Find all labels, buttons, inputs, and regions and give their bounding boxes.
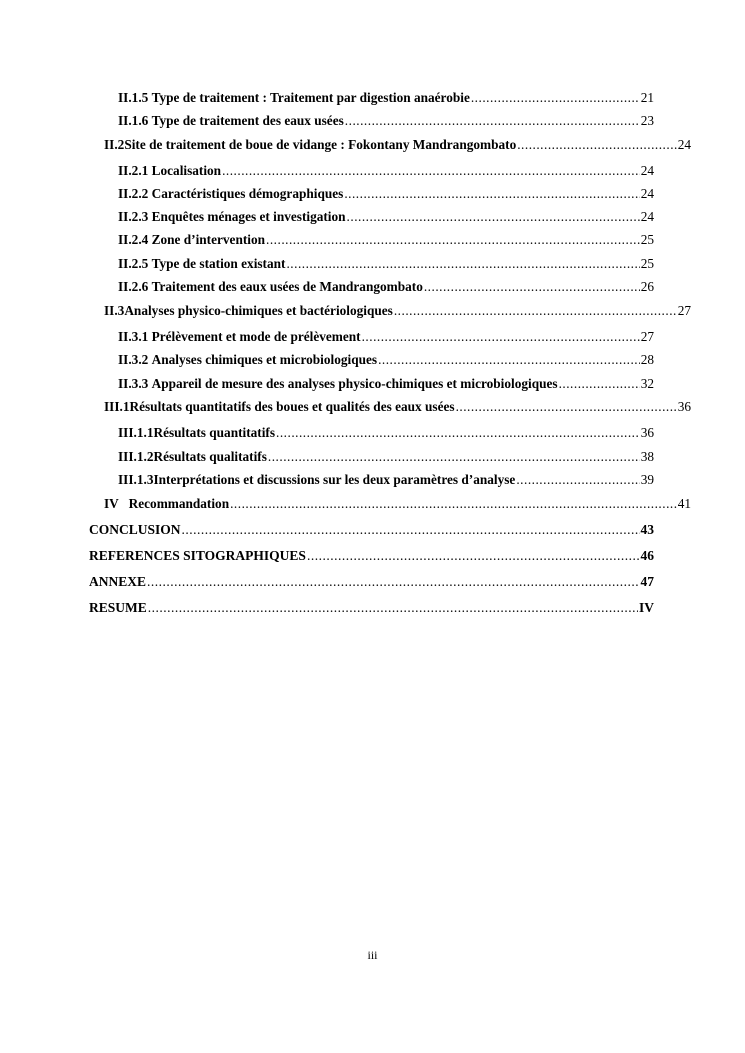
toc-entry-page: 24 [640, 209, 654, 224]
dot-leader [276, 425, 640, 441]
toc-entry[interactable] [118, 329, 654, 345]
dot-leader [344, 186, 639, 202]
dot-leader [266, 232, 640, 248]
toc-entry-title: Site de traitement de boue de vidange : Fokontany Mandrangombato [124, 137, 517, 152]
toc-entry-page: 36 [677, 399, 691, 414]
toc-entry-title: Type de traitement : Traitement par digestion anaérobie [151, 90, 470, 105]
dot-leader [147, 574, 639, 590]
toc-entry[interactable] [118, 352, 654, 368]
toc-entry[interactable] [89, 548, 654, 564]
toc-entry-number: II.2.4 [118, 232, 149, 247]
dot-leader [362, 329, 640, 345]
toc-entry-page: 25 [640, 256, 654, 271]
toc-entry[interactable] [104, 399, 691, 415]
toc-entry-page: 24 [677, 137, 691, 152]
toc-entry-title: Caractéristiques démographiques [151, 186, 344, 201]
toc-entry-number: II.1.6 [118, 113, 149, 128]
toc-entry-page: 27 [640, 329, 654, 344]
dot-leader [378, 352, 640, 368]
toc-entry-title: Type de traitement des eaux usées [151, 113, 344, 128]
toc-entry-number: II.1.5 [118, 90, 149, 105]
toc-entry-number: II.2.6 [118, 279, 149, 294]
dot-leader [394, 303, 677, 319]
dot-leader [286, 256, 639, 272]
dot-leader [424, 279, 640, 295]
dot-leader [230, 496, 677, 512]
toc-entry-page: 23 [640, 113, 654, 128]
toc-entry-title: Traitement des eaux usées de Mandrangombato [151, 279, 423, 294]
toc-entry[interactable] [118, 472, 654, 488]
toc-entry-title: Zone d’intervention [151, 232, 266, 247]
toc-entry[interactable] [118, 232, 654, 248]
toc-entry[interactable] [118, 90, 654, 106]
toc-entry[interactable] [89, 600, 654, 616]
toc-entry-title: Type de station existant [151, 256, 286, 271]
toc-entry-title: CONCLUSION [89, 522, 181, 537]
toc-entry-title: Analyses chimiques et microbiologiques [151, 352, 378, 367]
toc-entry-title: REFERENCES SITOGRAPHIQUES [89, 548, 306, 563]
toc-entry-number: II.3.2 [118, 352, 149, 367]
toc-entry-page: 41 [677, 496, 691, 511]
toc-entry-page: 28 [640, 352, 654, 367]
dot-leader [222, 163, 640, 179]
toc-entry-page: 47 [640, 574, 654, 589]
toc-entry-title: RESUME [89, 600, 147, 615]
toc-entry-page: 27 [677, 303, 691, 318]
toc-entry-number: II.2.1 [118, 163, 149, 178]
toc-entry-number: II.2.5 [118, 256, 149, 271]
toc-entry[interactable] [89, 522, 654, 538]
dot-leader [268, 449, 640, 465]
toc-entry[interactable] [118, 279, 654, 295]
toc-entry[interactable] [118, 376, 654, 392]
toc-entry[interactable] [104, 496, 691, 512]
toc-entry-title: Recommandation [128, 496, 230, 511]
toc-entry[interactable] [118, 449, 654, 465]
toc-entry-title: Analyses physico-chimiques et bactériologiques [124, 303, 393, 318]
toc-entry[interactable] [118, 186, 654, 202]
toc-entry[interactable] [89, 574, 654, 590]
toc-entry-number: III.1.2 [118, 449, 154, 464]
toc-entry-title: Interprétations et discussions sur les deux paramètres d’analyse [153, 472, 516, 487]
toc-entry-number: II.2 [104, 137, 125, 152]
toc-entry-number: III.1.1 [118, 425, 154, 440]
toc-entry-page: 46 [640, 548, 654, 563]
toc-entry-title: Résultats qualitatifs [153, 449, 267, 464]
dot-leader [182, 522, 640, 538]
dot-leader [347, 209, 640, 225]
dot-leader [345, 113, 640, 129]
dot-leader [516, 472, 639, 488]
page-number: iii [367, 948, 378, 962]
toc-entry-number: III.1.3 [118, 472, 154, 487]
toc-entry[interactable] [118, 209, 654, 225]
toc-entry-number: III.1 [104, 399, 130, 414]
dot-leader [307, 548, 640, 564]
toc-entry-page: 32 [640, 376, 654, 391]
dot-leader [517, 137, 676, 153]
toc-entry-title: Prélèvement et mode de prélèvement [151, 329, 361, 344]
toc-entry[interactable] [118, 113, 654, 129]
toc-entry-number: II.3.1 [118, 329, 149, 344]
toc-entry-number: II.2.2 [118, 186, 149, 201]
toc-entry[interactable] [118, 425, 654, 441]
toc-entry-page: 36 [640, 425, 654, 440]
toc-entry-page: 39 [640, 472, 654, 487]
toc-entry-number: II.2.3 [118, 209, 149, 224]
toc-entry-title: Résultats quantitatifs [153, 425, 276, 440]
toc-entry-title: Localisation [151, 163, 222, 178]
toc-entry-number: IV [104, 496, 119, 511]
toc-entry-number: II.3 [104, 303, 125, 318]
dot-leader [148, 600, 638, 616]
toc-entry-page: 43 [640, 522, 654, 537]
toc-entry-page: 21 [640, 90, 654, 105]
toc-entry-page: 25 [640, 232, 654, 247]
toc-entry-page: IV [638, 600, 654, 615]
toc-entry-page: 24 [640, 186, 654, 201]
dot-leader [471, 90, 640, 106]
toc-entry-title: Résultats quantitatifs des boues et qualités des eaux usées [129, 399, 455, 414]
toc-entry-title: Enquêtes ménages et investigation [151, 209, 346, 224]
toc-entry-page: 24 [640, 163, 654, 178]
toc-entry-page: 38 [640, 449, 654, 464]
toc-entry[interactable] [118, 163, 654, 179]
toc-entry-number: II.3.3 [118, 376, 149, 391]
toc-entry-title: Appareil de mesure des analyses physico-chimiques et microbiologiques [151, 376, 558, 391]
toc-entry[interactable] [104, 137, 691, 153]
dot-leader [559, 376, 640, 392]
toc-entry[interactable] [118, 256, 654, 272]
dot-leader [456, 399, 677, 415]
toc-entry[interactable] [104, 303, 691, 319]
toc-entry-title: ANNEXE [89, 574, 147, 589]
toc-entry-page: 26 [640, 279, 654, 294]
